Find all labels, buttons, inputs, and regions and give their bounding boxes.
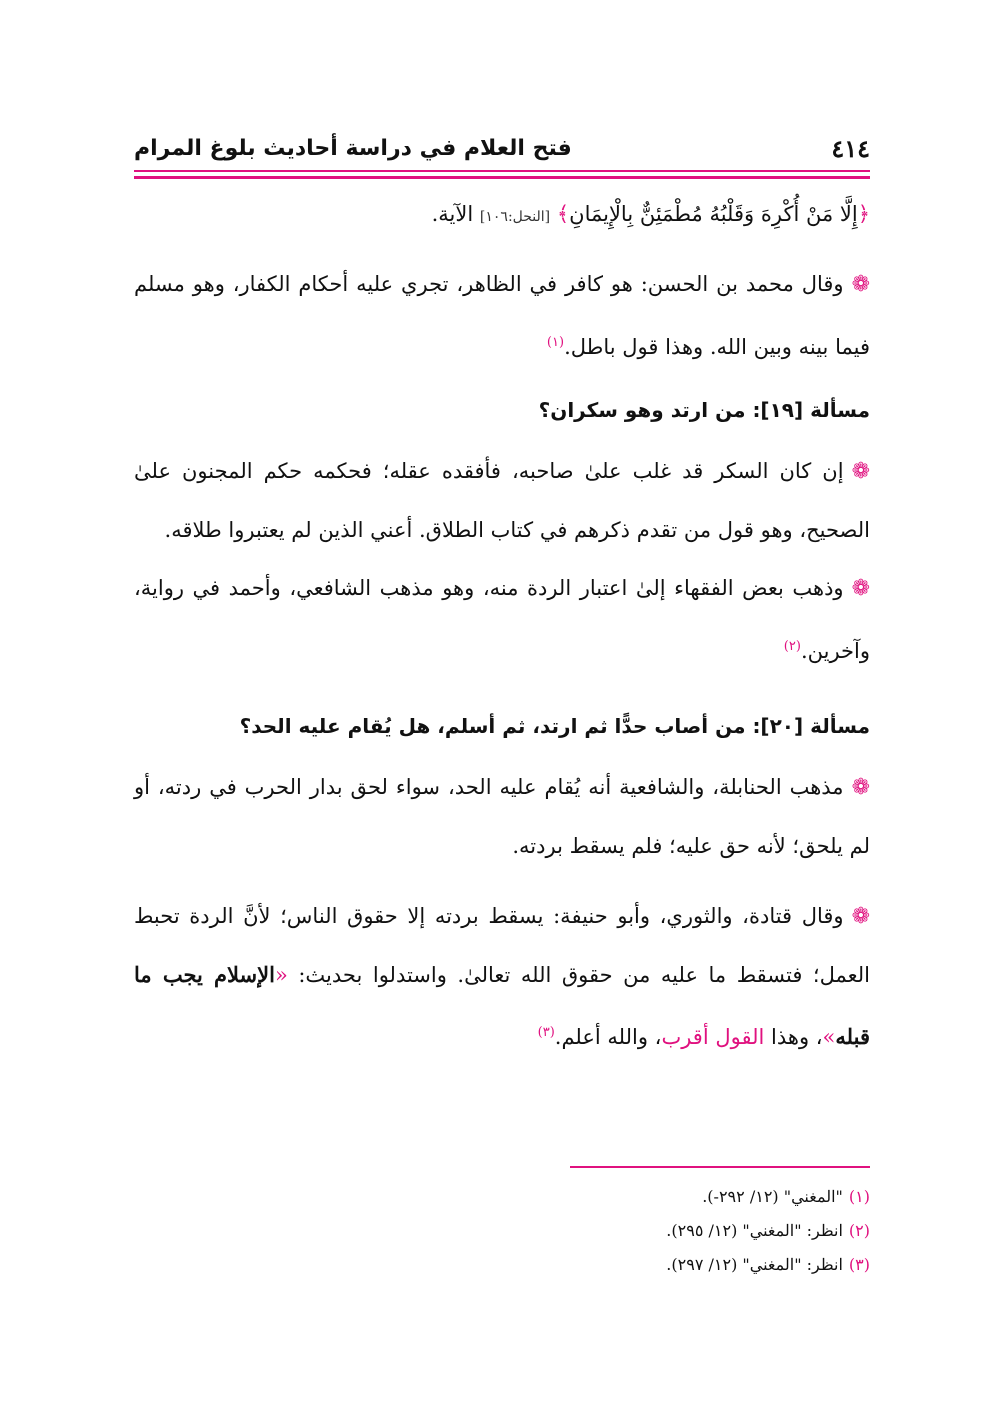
footnotes — [134, 1180, 870, 1282]
footnote-number: (٢) — [848, 1221, 870, 1240]
quran-verse — [134, 190, 870, 241]
question-19-label: مسألة [١٩]: — [752, 398, 870, 422]
header-rule-thick — [134, 176, 870, 179]
verse-reference: [النحل:١٠٦] — [479, 209, 551, 225]
verse-tail: الآية. — [431, 202, 474, 226]
verse-close-bracket: ﴾ — [556, 202, 570, 226]
flower-ornament-icon: ❁ — [851, 576, 870, 601]
paragraph-5-text-b: ، وهذا — [771, 1025, 823, 1049]
verse-text: إِلَّا مَنْ أُكْرِهَ وَقَلْبُهُ مُطْمَئِنٌّ بِالْإِيمَانِ — [569, 202, 858, 226]
header-rule-thin — [134, 170, 870, 172]
footnote-text: "المغني" (١٢/ ٢٩٢-). — [702, 1187, 843, 1206]
paragraph-3-text: وذهب بعض الفقهاء إلىٰ اعتبار الردة منه، وهو مذهب الشافعي، وأحمد في رواية، وآخرين. — [134, 576, 870, 663]
spacer — [134, 680, 870, 692]
footnote-3 — [134, 1248, 870, 1282]
flower-ornament-icon: ❁ — [851, 904, 870, 929]
question-19-text: من ارتد وهو سكران؟ — [538, 398, 746, 422]
paragraph-5-text-a: وقال قتادة، والثوري، وأبو حنيفة: يسقط بردته إلا حقوق الناس؛ لأنَّ الردة تحبط العمل؛ فتسقط ما عليه من حقوق الله تعالىٰ. واستدلوا بحديث: — [134, 904, 870, 987]
hadith-text: الإسلام يجب ما قبله — [134, 962, 870, 1049]
footnote-ref-2[interactable]: (٢) — [783, 639, 801, 654]
footnote-ref-3[interactable]: (٣) — [537, 1025, 555, 1040]
question-20-heading — [134, 700, 870, 752]
footnote-2 — [134, 1214, 870, 1248]
page-header — [134, 128, 870, 168]
page-body — [134, 190, 870, 1066]
question-20-text: من أصاب حدًّا ثم ارتد، ثم أسلم، هل يُقام عليه الحد؟ — [239, 714, 746, 738]
flower-ornament-icon: ❁ — [851, 775, 870, 800]
hadith-quote-close: » — [822, 1025, 836, 1049]
verse-open-bracket: ﴿ — [857, 202, 870, 226]
paragraph-4-text: مذهب الحنابلة، والشافعية أنه يُقام عليه الحد، سواء لحق بدار الحرب في ردته، أو لم يلحق؛ لأنه حق عليه؛ فلم يسقط بردته. — [134, 775, 870, 858]
page-number: ٤١٤ — [831, 133, 870, 163]
paragraph-2 — [134, 442, 870, 559]
paragraph-4 — [134, 758, 870, 875]
footnote-text: انظر: "المغني" (١٢/ ٢٩٧). — [666, 1255, 843, 1274]
book-title: فتح العلام في دراسة أحاديث بلوغ المرام — [134, 135, 572, 161]
footnote-number: (٣) — [848, 1255, 870, 1274]
paragraph-3 — [134, 559, 870, 680]
paragraph-5-text-c: ، والله أعلم. — [554, 1025, 662, 1049]
question-19-heading — [134, 384, 870, 436]
flower-ornament-icon: ❁ — [851, 272, 870, 297]
footnote-number: (١) — [848, 1187, 870, 1206]
paragraph-1-text: وقال محمد بن الحسن: هو كافر في الظاهر، تجري عليه أحكام الكفار، وهو مسلم فيما بينه وبين الله. وهذا قول باطل. — [134, 272, 870, 359]
paragraph-5 — [134, 887, 870, 1066]
footnote-text: انظر: "المغني" (١٢/ ٢٩٥). — [666, 1221, 843, 1240]
paragraph-1 — [134, 255, 870, 376]
book-page — [134, 0, 870, 1418]
footnote-ref-1[interactable]: (١) — [546, 335, 565, 350]
question-20-label: مسألة [٢٠]: — [752, 714, 870, 738]
footnote-separator — [570, 1166, 870, 1168]
paragraph-2-text: إن كان السكر قد غلب علىٰ صاحبه، فأفقده عقله؛ فحكمه حكم المجنون علىٰ الصحيح، وهو قول من تقدم ذكرهم في كتاب الطلاق. أعني الذين لم يعتبروا طلاقه. — [134, 459, 870, 542]
preferred-opinion-highlight: القول أقرب — [661, 1025, 765, 1049]
hadith-quote-open: « — [274, 963, 288, 987]
spacer — [134, 875, 870, 887]
footnote-1 — [134, 1180, 870, 1214]
flower-ornament-icon: ❁ — [851, 459, 870, 484]
